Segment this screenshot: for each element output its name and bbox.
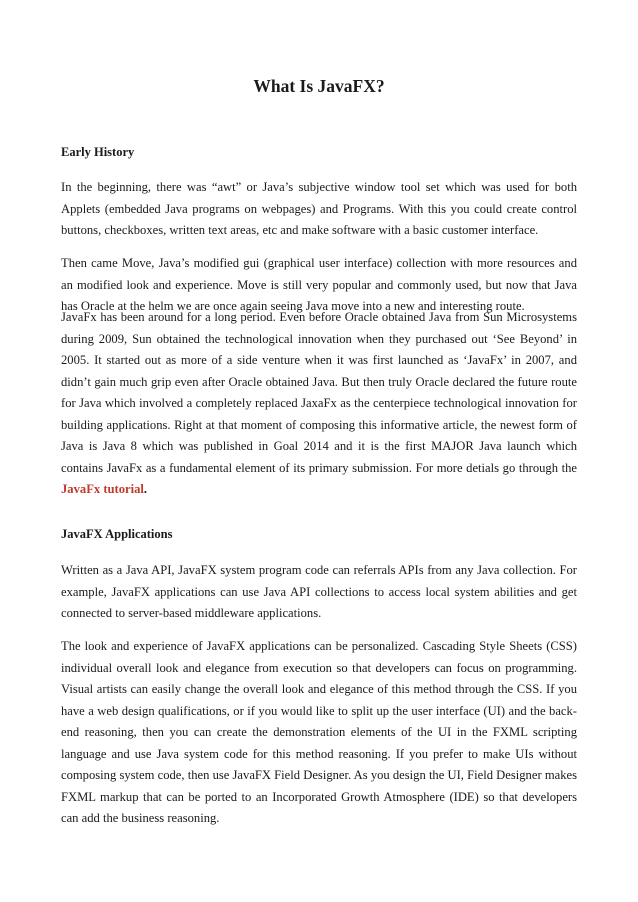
- paragraph-move: Then came Move, Java’s modified gui (graphical user interface) collection with more resources and an modified look and experience. Move is still very popular and commonly used, but now that Java has Oracle at the helm we are once again seeing Java move into a new and interesting route.: [61, 256, 577, 313]
- paragraph-look-and-experience: The look and experience of JavaFX applications can be personalized. Cascading Style Sheets (CSS) individual overall look and elegance from execution so that developers can focus on programming. Visual artists can easily change the overall look and elegance of this method through the CSS. If you have a web design qualifications, or if you would like to split up the user interface (UI) and the back-end reasoning, then you can create the demonstration elements of the UI in the FXML scripting language and use Java system code for this method reasoning. If you prefer to make UIs without composing system code, then use JavaFX Field Designer. As you design the UI, Field Designer makes FXML markup that can be ported to an Incorporated Growth Atmosphere (IDE) so that developers can add the business reasoning.: [61, 639, 577, 825]
- section-heading-early-history: Early History: [61, 145, 135, 159]
- section-heading-javafx-applications: JavaFX Applications: [61, 527, 173, 541]
- paragraph-javafx-history: [61, 307, 577, 501]
- paragraph-awt: In the beginning, there was “awt” or Java’s subjective window tool set which was used for both Applets (embedded Java programs on webpages) and Programs. With this you could create control buttons, checkboxes, written text areas, etc and make software with a basic customer interface.: [61, 180, 577, 237]
- page-title: What Is JavaFX?: [253, 76, 385, 96]
- paragraph-java-api: Written as a Java API, JavaFX system program code can referrals APIs from any Java collection. For example, JavaFX applications can use Java API collections to access local system abilities and get connected to server-based middleware applications.: [61, 563, 577, 620]
- paragraph-end-period: .: [143, 482, 148, 496]
- paragraph-javafx-history-text: JavaFx has been around for a long period. Even before Oracle obtained Java from Sun Microsystems during 2009, Sun obtained the technological innovation when they purchased out ‘See Beyond’ in 2005. It started out as more of a side venture when it was first launched as ‘JavaFx’ in 2007, and didn’t gain much grip even after Oracle obtained Java. But then truly Oracle declared the future route for Java which involved a completely replaced JaxaFx as the centerpiece technological innovation for building applications. Right at that moment of composing this informative article, the newest form of Java is Java 8 which was published in Goal 2014 and it is the first MAJOR Java launch which contains JavaFx as a fundamental element of its primary submission. For more detials go through the: [61, 310, 577, 475]
- javafx-tutorial-link[interactable]: JavaFx tutorial: [61, 482, 144, 496]
